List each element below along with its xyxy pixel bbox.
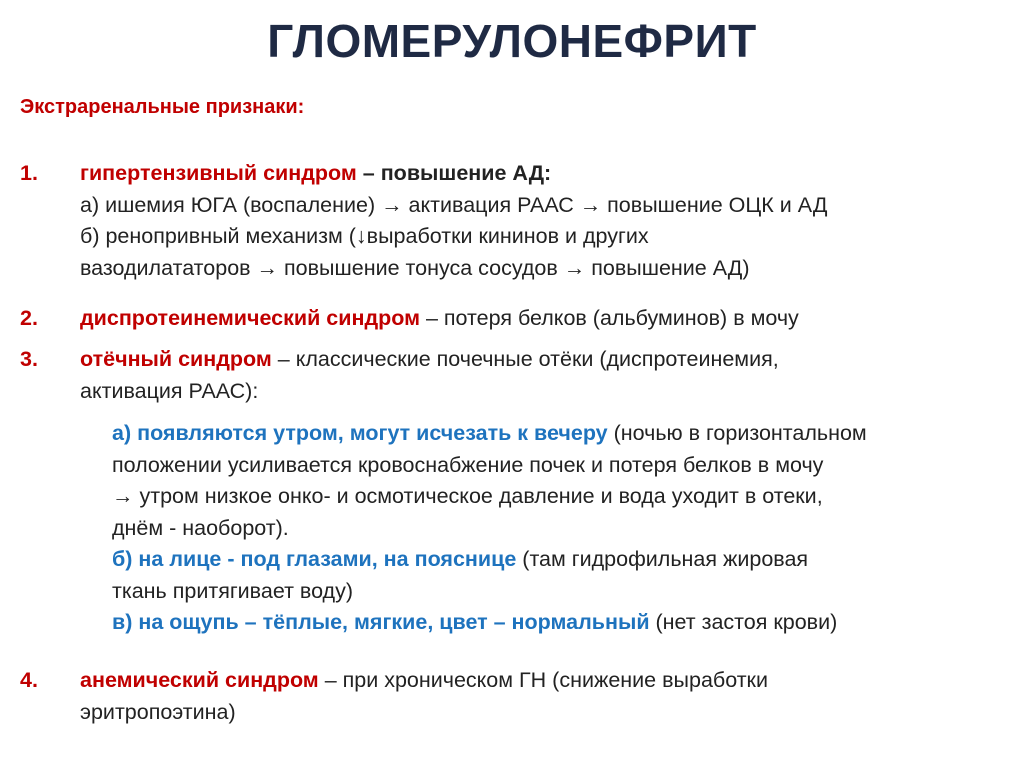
item-rest: – классические почечные отёки (диспротеинемия, [271,347,779,371]
subitem-a-line: днём - наоборот). [112,515,289,540]
item-term: отёчный синдром [80,347,272,371]
subitem-a-rest: (ночью в горизонтальном [607,421,867,445]
subitem-b-rest: (там гидрофильная жировая [516,547,809,571]
item-line: вазодилататоров → повышение тонуса сосудов → повышение АД) [80,255,750,280]
list-item-anemic [20,665,1010,728]
subitem-b-term: б) на лице - под глазами, на пояснице [112,547,517,571]
item-rest: – при хроническом ГН (снижение выработки [318,668,768,692]
list-item-hypertensive [20,158,1010,284]
item-rest: – потеря белков (альбуминов) в мочу [420,306,799,330]
item-term: анемический синдром [80,668,319,692]
item-number: 1. [20,161,38,185]
item-line: эритропоэтина) [80,699,236,724]
item-rest: – повышение АД: [356,161,552,185]
list-item-edema [20,344,1010,407]
subitem-b-line: ткань притягивает воду) [112,578,354,603]
slide-title: ГЛОМЕРУЛОНЕФРИТ [267,15,757,67]
subitem-c-rest: (нет застоя крови) [649,610,838,634]
item-line: а) ишемия ЮГА (воспаление) → активация РААС → повышение ОЦК и АД [80,192,828,217]
section-heading: Экстраренальные признаки: [20,96,305,118]
item-number: 4. [20,668,38,692]
subitem-a-line: → утром низкое онко- и осмотическое давление и вода уходит в отеки, [112,484,823,508]
edema-details [112,418,1012,639]
item-number: 2. [20,306,38,330]
item-number: 3. [20,347,38,371]
list-item-dysproteinemic [20,303,1010,335]
item-term: гипертензивный синдром [80,161,357,185]
item-line: б) ренопривный механизм (↓выработки кининов и других [80,224,649,248]
subitem-c-term: в) на ощупь – тёплые, мягкие, цвет – нормальный [112,610,650,634]
item-line: активация РААС): [80,378,259,403]
subitem-a-term: а) появляются утром, могут исчезать к вечеру [112,421,608,445]
item-term: диспротеинемический синдром [80,306,421,330]
subitem-a-line: положении усиливается кровоснабжение почек и потеря белков в мочу [112,452,824,477]
